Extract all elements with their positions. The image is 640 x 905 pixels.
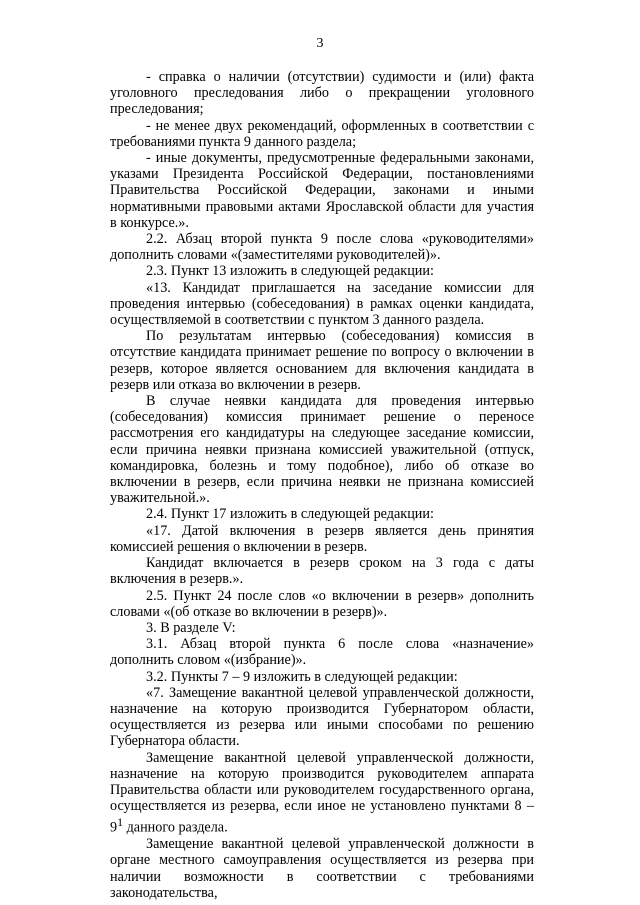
superscript-footnote-number: 1: [117, 815, 124, 830]
paragraph-2-3: 2.3. Пункт 13 изложить в следующей редакции:: [146, 263, 434, 280]
paragraph-2-2: 2.2. Абзац второй пункта 9 после слова «руководителями» дополнить словами «(заместителями руководителей)».: [110, 231, 534, 264]
paragraph-local-government: Замещение вакантной целевой управленческой должности в органе местного самоуправления осуществляется из резерва при наличии возможности в соответствии с требованиями законодательства,: [110, 836, 534, 901]
paragraph-2-5: 2.5. Пункт 24 после слов «о включении в резерв» дополнить словами «(об отказе во включении в резерв)».: [110, 587, 534, 620]
paragraph-candidate-absence: В случае неявки кандидата для проведения интервью (собеседования) комиссия принимает решение о переносе рассмотрения его кандидатуры на следующее заседание комиссии, если причина неявки признана комиссией уважительной (отпуск, командировка, болезнь и тому подобное), либо об отказе во включении в резерв, если причина неявки не признана комиссией уважительной.».: [110, 393, 534, 507]
paragraph-other-documents: - иные документы, предусмотренные федеральными законами, указами Президента Российской Федерации, постановлениями Правительства Российской Федерации, законами и иными нормативными правовыми актами Ярославской области для участия в конкурсе.».: [110, 150, 534, 231]
paragraph-apparatus-appointment-text: Замещение вакантной целевой управленческой должности, назначение на которую производится руководителем аппарата Правительства области или руководителем государственного органа, осуществляется из резерва, если иное не установлено пунктами 8 – 9: [110, 749, 534, 837]
paragraph-apparatus-appointment: [110, 750, 534, 837]
paragraph-recommendations: - не менее двух рекомендаций, оформленных в соответствии с требованиями пункта 9 данного раздела;: [110, 117, 534, 150]
document-body: [110, 69, 534, 901]
paragraph-3-1: 3.1. Абзац второй пункта 6 после слова «назначение» дополнить словом «(избрание)».: [110, 636, 534, 669]
paragraph-point-7: «7. Замещение вакантной целевой управленческой должности, назначение на которую производится Губернатором области, осуществляется из резерва или иными способами по решению Губернатора области.: [110, 684, 534, 750]
paragraph-point-17: «17. Датой включения в резерв является день принятия комиссией решения о включении в резерв.: [110, 522, 534, 555]
paragraph-interview-results: По результатам интервью (собеседования) комиссия в отсутствие кандидата принимает решение по вопросу о включении в резерв, которое является основанием для включения кандидата в резерв или отказа во включении в резерв.: [110, 328, 534, 393]
paragraph-criminal-record-certificate: - справка о наличии (отсутствии) судимости и (или) факта уголовного преследования либо о прекращении уголовного преследования;: [110, 69, 534, 118]
paragraph-2-4: 2.4. Пункт 17 изложить в следующей редакции:: [146, 506, 434, 523]
paragraph-apparatus-appointment-tail: данного раздела.: [123, 820, 228, 837]
paragraph-reserve-term: Кандидат включается в резерв сроком на 3 года с даты включения в резерв.».: [110, 555, 534, 588]
paragraph-3-2: 3.2. Пункты 7 – 9 изложить в следующей редакции:: [146, 668, 458, 685]
page-number: 3: [316, 36, 324, 51]
paragraph-section-5: 3. В разделе V:: [146, 619, 236, 636]
paragraph-point-13: «13. Кандидат приглашается на заседание комиссии для проведения интервью (собеседования) в рамках оценки кандидата, осуществляемой в соответствии с пунктом 3 данного раздела.: [110, 279, 534, 329]
